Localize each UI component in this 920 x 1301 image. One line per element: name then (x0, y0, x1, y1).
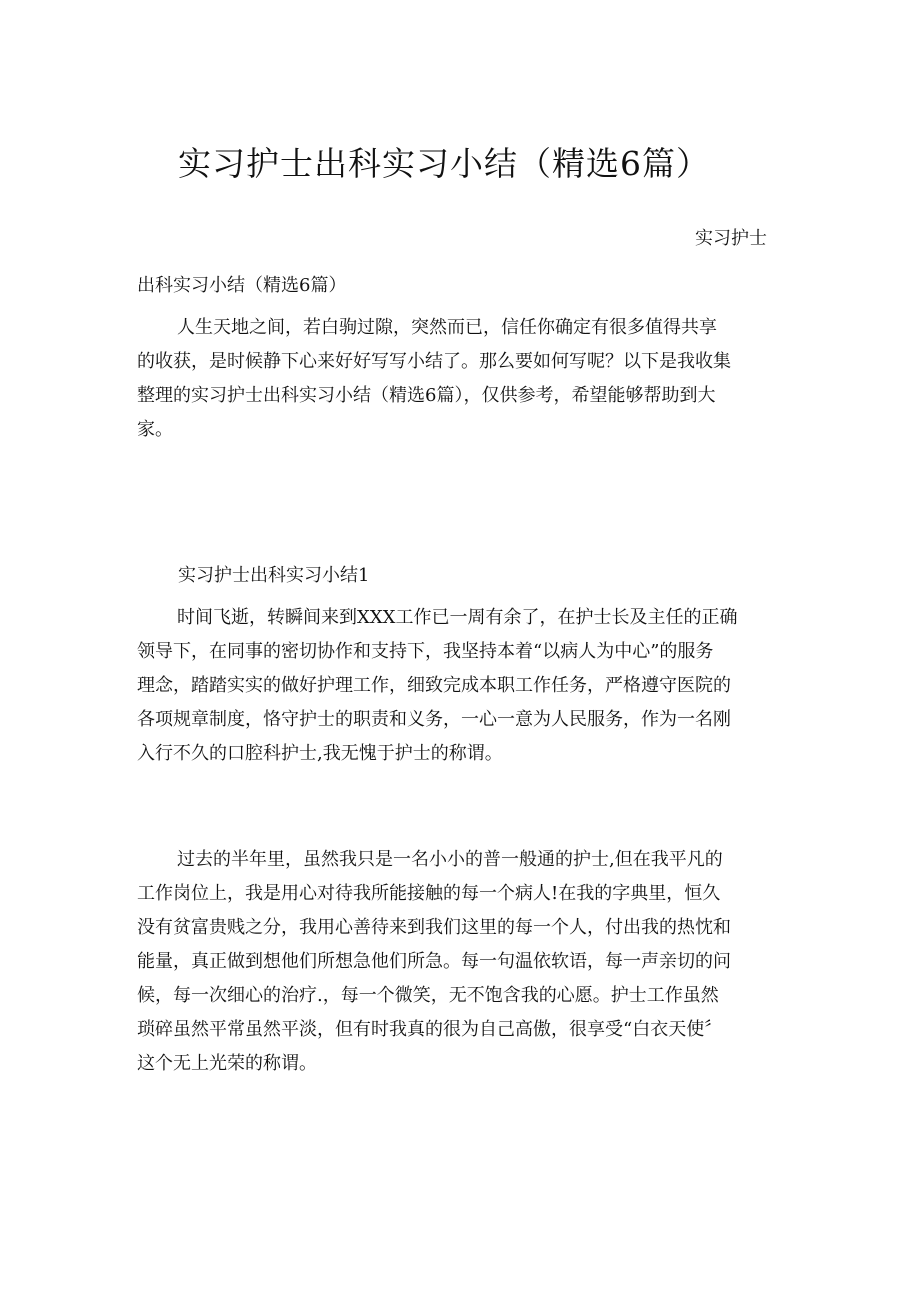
paragraph-line: 入行不久的口腔科护士,我无愧于护士的称谓。 (137, 743, 503, 764)
author-label: 实习护士 (695, 228, 767, 249)
paragraph-line: 这个无上光荣的称谓。 (137, 1053, 317, 1074)
paragraph-line: 过去的半年里，虽然我只是一名小小的普一般通的护士,但在我平凡的 (177, 849, 723, 870)
paragraph-line: 时间飞逝，转瞬间来到XXX工作已一周有余了，在护士长及主任的正确 (177, 607, 738, 628)
intro-line: 整理的实习护士出科实习小结（精选6篇），仅供参考，希望能够帮助到大 (137, 385, 716, 406)
intro-line: 家。 (137, 419, 173, 440)
document-subtitle: 出科实习小结（精选6篇） (137, 275, 347, 296)
paragraph-line: 理念，踏踏实实的做好护理工作，细致完成本职工作任务，严格遵守医院的 (137, 675, 731, 696)
paragraph-line: 各项规章制度，恪守护士的职责和义务，一心一意为人民服务，作为一名刚 (137, 709, 731, 730)
section1-paragraph-1 (137, 601, 797, 771)
section1-paragraph-2 (137, 843, 797, 1081)
paragraph-line: 候，每一次细心的治疗.，每一个微笑，无不饱含我的心愿。护士工作虽然 (137, 985, 719, 1006)
paragraph-line: 工作岗位上，我是用心对待我所能接触的每一个病人!在我的字典里，恒久 (137, 883, 721, 904)
paragraph-line: 领导下，在同事的密切协作和支持下，我坚持本着“以病人为中心”的服务 (137, 641, 714, 662)
paragraph-line: 没有贫富贵贱之分，我用心善待来到我们这里的每一个人，付出我的热忱和 (137, 917, 731, 938)
intro-line: 人生天地之间，若白驹过隙，突然而已，信任你确定有很多值得共享 (177, 317, 717, 338)
section-heading: 实习护士出科实习小结1 (178, 565, 370, 586)
intro-line: 的收获，是时候静下心来好好写写小结了。那么要如何写呢？以下是我收集 (137, 351, 731, 372)
paragraph-line: 能量，真正做到想他们所想急他们所急。每一句温依软语，每一声亲切的问 (137, 951, 731, 972)
intro-paragraph (137, 311, 797, 447)
paragraph-line: 琐碎虽然平常虽然平淡，但有时我真的很为自己高傲，很享受“白衣天使〞 (137, 1019, 723, 1040)
document-title: 实习护士出科实习小结（精选6篇） (178, 144, 710, 183)
